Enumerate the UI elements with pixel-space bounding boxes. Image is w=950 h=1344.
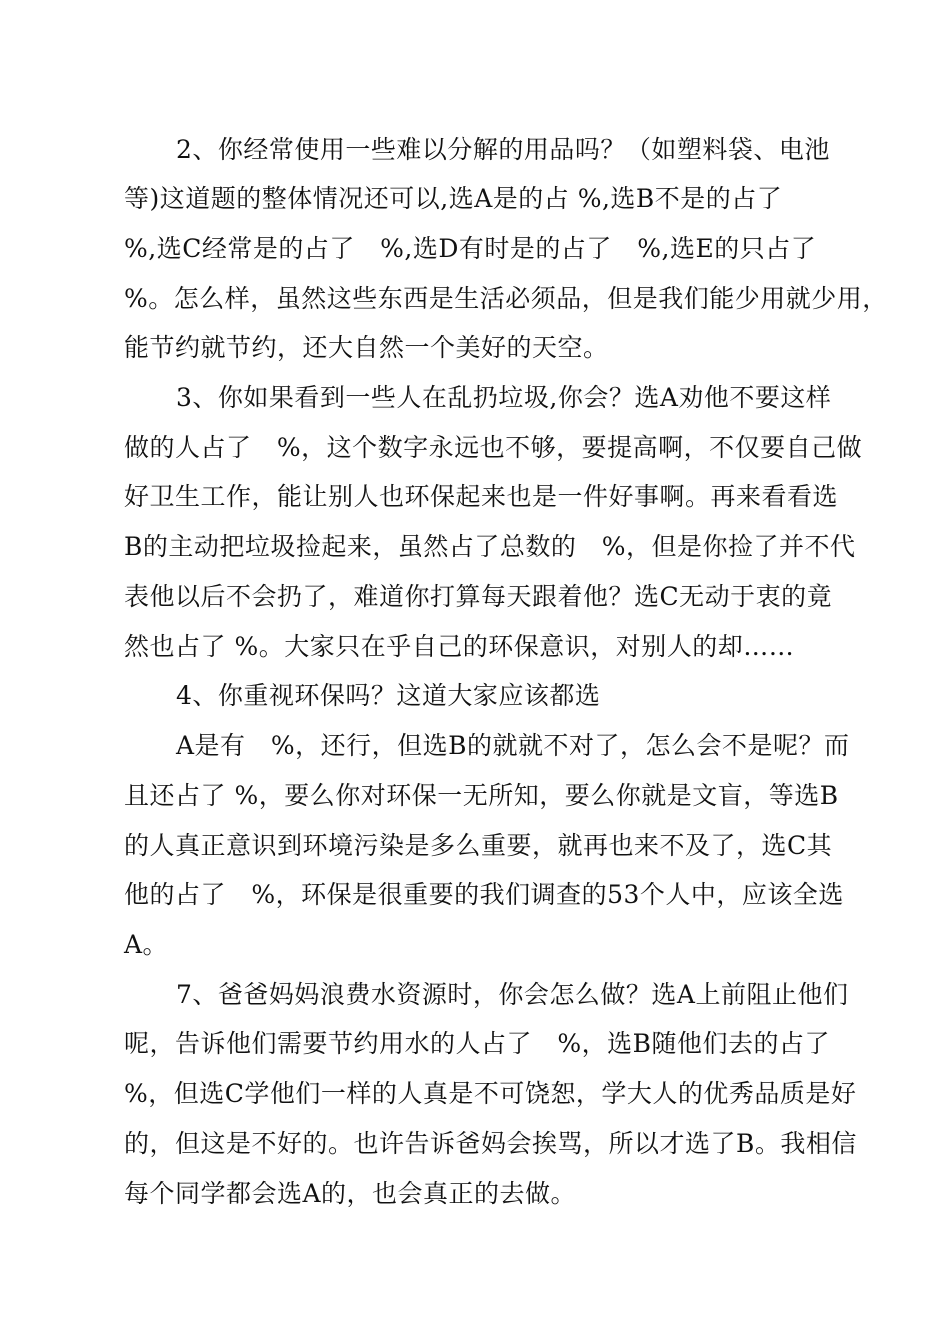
text-line: 7、爸爸妈妈浪费水资源时，你会怎么做？选A上前阻止他们: [176, 980, 849, 1009]
text-line: 做的人占了 %，这个数字永远也不够，要提高啊，不仅要自己做: [124, 433, 863, 462]
text-line: 4、你重视环保吗？这道大家应该都选: [176, 681, 601, 710]
text-line: %。怎么样，虽然这些东西是生活必须品，但是我们能少用就少用，: [124, 284, 888, 313]
text-line: B的主动把垃圾捡起来，虽然占了总数的 %，但是你捡了并不代: [124, 532, 856, 561]
text-line: 的，但这是不好的。也许告诉爸妈会挨骂，所以才选了B。我相信: [124, 1129, 857, 1158]
text-line: 的人真正意识到环境污染是多么重要，就再也来不及了，选C其: [124, 831, 833, 860]
text-line: %，但选C学他们一样的人真是不可饶恕，学大人的优秀品质是好: [124, 1079, 857, 1108]
text-line: 表他以后不会扔了，难道你打算每天跟着他？选C无动于衷的竟: [124, 582, 833, 611]
text-line: 然也占了 %。大家只在乎自己的环保意识，对别人的却……: [124, 632, 795, 661]
text-line: 2、你经常使用一些难以分解的用品吗？（如塑料袋、电池: [176, 135, 830, 164]
text-line: 每个同学都会选A的，也会真正的去做。: [124, 1179, 577, 1208]
text-line: A是有 %，还行，但选B的就就不对了，怎么会不是呢？而: [176, 731, 850, 760]
text-line: 他的占了 %，环保是很重要的我们调查的53个人中，应该全选: [124, 880, 844, 909]
text-line: A。: [124, 930, 169, 959]
text-line: 且还占了 %，要么你对环保一无所知，要么你就是文盲，等选B: [124, 781, 839, 810]
text-line: 呢，告诉他们需要节约用水的人占了 %，选B随他们去的占了: [124, 1029, 830, 1058]
text-line: %,选C经常是的占了 %,选D有时是的占了 %,选E的只占了: [124, 234, 817, 263]
text-line: 3、你如果看到一些人在乱扔垃圾,你会？选A劝他不要这样: [176, 383, 832, 412]
text-line: 能节约就节约，还大自然一个美好的天空。: [124, 333, 609, 362]
text-line: 等)这道题的整体情况还可以,选A是的占 %,选B不是的占了: [124, 184, 783, 213]
text-line: 好卫生工作，能让别人也环保起来也是一件好事啊。再来看看选: [124, 482, 839, 511]
